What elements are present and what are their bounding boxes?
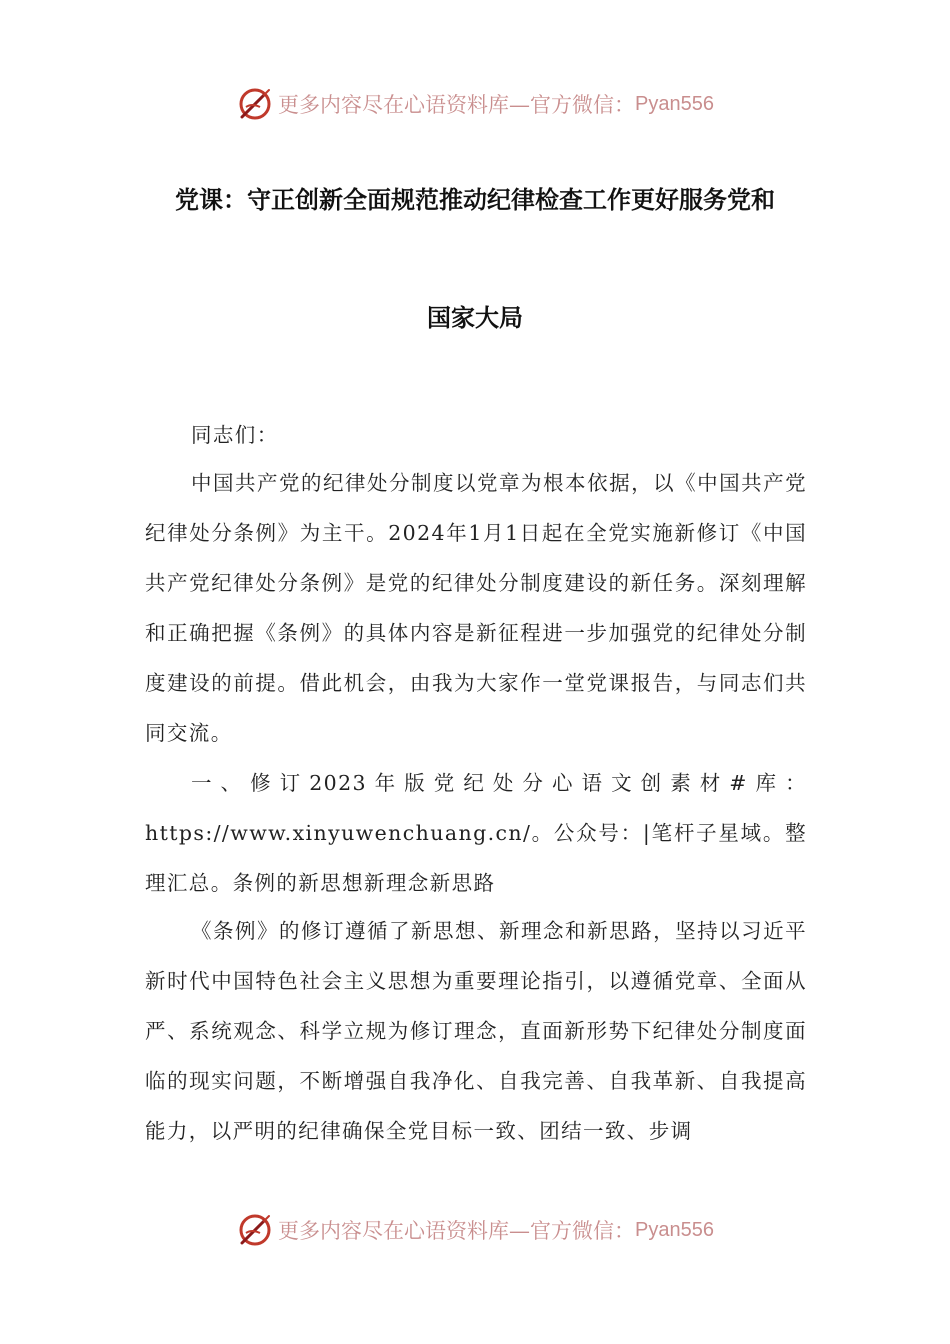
footer-watermark-banner	[0, 1208, 950, 1252]
watermark-text: 更多内容尽在心语资料库—官方微信：	[278, 93, 636, 117]
document-title-line-1: 党课：守正创新全面规范推动纪律检查工作更好服务党和	[175, 186, 775, 214]
pen-logo-icon	[236, 1211, 274, 1249]
paragraph-intro: 中国共产党的纪律处分制度以党章为根本依据，以《中国共产党纪律处分条例》为主干。2024年1月1日起在全党实施新修订《中国共产党纪律处分条例》是党的纪律处分制度建设的新任务。深刻理解和正确把握《条例》的具体内容是新征程进一步加强党的纪律处分制度建设的前提。借此机会，由我为大家作一堂党课报告，与同志们共同交流。	[145, 471, 807, 745]
paragraph-section-heading: 一、修订2023年版党纪处分心语文创素材#库：https://www.xinyuwenchuang.cn/。公众号：|笔杆子星域。整理汇总。条例的新思想新理念新思路	[145, 771, 807, 895]
header-watermark-banner	[0, 82, 950, 126]
pen-logo-icon	[236, 85, 274, 123]
greeting: 同志们：	[191, 423, 279, 447]
paragraph-body: 《条例》的修订遵循了新思想、新理念和新思路，坚持以习近平新时代中国特色社会主义思想为重要理论指引，以遵循党章、全面从严、系统观念、科学立规为修订理念，直面新形势下纪律处分制度面临的现实问题，不断增强自我净化、自我完善、自我革新、自我提高能力，以严明的纪律确保全党目标一致、团结一致、步调	[145, 919, 807, 1143]
watermark-account: Pyan556	[635, 1218, 714, 1241]
watermark-text: 更多内容尽在心语资料库—官方微信：	[278, 1219, 636, 1243]
watermark-account: Pyan556	[635, 92, 714, 115]
document-title-line-2: 国家大局	[427, 304, 523, 332]
